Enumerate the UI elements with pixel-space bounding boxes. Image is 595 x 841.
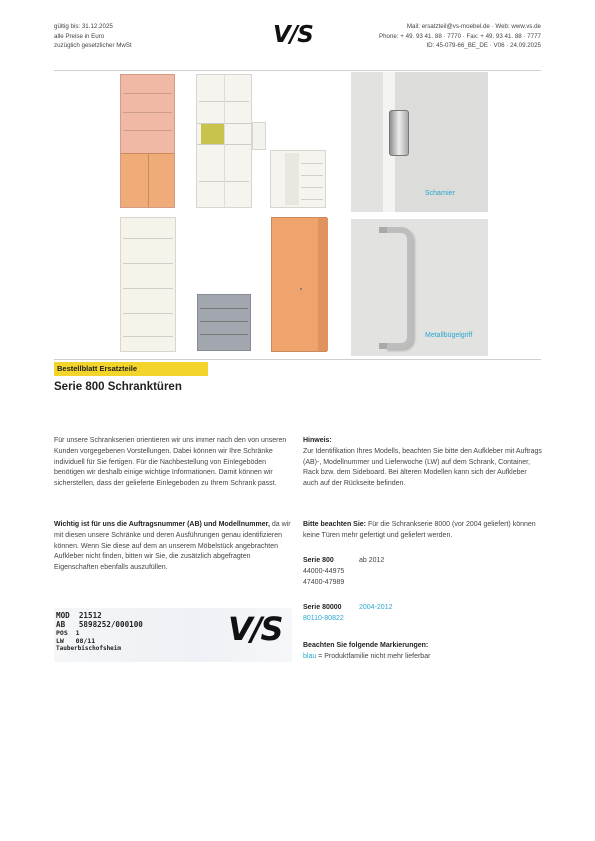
sticker-pos: POS 1 (56, 629, 80, 637)
cabinet-open-door (252, 122, 266, 150)
header-info-right (379, 22, 541, 51)
order-form-label (54, 362, 208, 376)
series-80000-block (303, 603, 543, 625)
markings-blue-word: blau (303, 652, 317, 660)
sticker-location: Tauberbischofsheim (56, 645, 122, 652)
validity-text: gültig bis: 31.12.2025 (54, 23, 113, 30)
model-sticker-image (54, 608, 292, 662)
hint-title: Hinweis: (303, 437, 332, 444)
series-80000-period: 2004-2012 (359, 604, 393, 611)
handle-caption: Metallbügelgriff (425, 332, 473, 339)
markings-text: = Produktfamilie nicht mehr lieferbar (316, 652, 431, 660)
currency-text: alle Preise in Euro (54, 32, 105, 40)
note-bold: Bitte beachten Sie: (303, 521, 367, 528)
markings-block (303, 641, 543, 663)
sticker-mod: MOD 21512 (56, 611, 102, 620)
hinge-icon (389, 110, 409, 156)
handle-icon (385, 227, 413, 349)
hint-text: Zur Identifikation Ihres Modells, beachten Sie bitte den Aufkleber mit Auftrags (AB)-, Modellnummer und Lieferwoche (LW) auf dem Schrank, Container, Rack bzw. dem Sideboard. Bei älteren Modellen kann sich der Aufkleber auch auf der Rückseite befinden. (303, 447, 542, 488)
header-divider (54, 70, 541, 71)
sticker-vs-logo: V/S (228, 610, 282, 648)
tax-text: zuzüglich gesetzlicher MwSt (54, 42, 132, 49)
series-800-range-2: 47400-47989 (303, 578, 345, 586)
hinge-photo (351, 72, 488, 212)
note-rest: Für die Schrankserie 8000 (vor 2004 geliefert) können keine Türen mehr gefertigt und geliefert werden. (303, 521, 536, 539)
cabinet-orange-shelf (120, 74, 175, 208)
document-id: ID: 45-079-66_BE_DE · V06 · 24.09.2025 (426, 42, 541, 49)
order-form-label-text: Bestellblatt Ersatzteile (57, 364, 138, 373)
sticker-lw: LW 08/11 (56, 637, 96, 645)
markings-title: Beachten Sie folgende Markierungen: (303, 642, 429, 649)
page-title: Serie 800 Schranktüren (54, 381, 182, 393)
important-rest: da wir mit diesen unsere Schränke und deren Ausführungen genau identifizieren können. Wenn Sie diese auf dem an unserem Möbelstück angebrachten Aufkleber nicht finden, bitten wir Sie, die zusätzlich abgefragten Eigenschaften ebenfalls auszufüllen. (54, 521, 291, 572)
important-paragraph (54, 520, 292, 574)
intro-paragraph: Für unsere Schrankserien orientieren wir uns immer nach den von unseren Kunden vorgegebenen Vorstellungen. Dabei können wir Ihre Schränke individuell für Sie fertigen. Für die Nachbestellung von Einlegeböden benötigen wir deshalb einige wichtige Informationen. Damit können wir sicherstellen, dass der gelieferte Einlegeboden zu Ihrem Schrank passt. (54, 437, 287, 488)
series-800-block (303, 556, 543, 588)
series-800-period: ab 2012 (359, 557, 385, 564)
cabinet-grey-drawers (197, 294, 251, 351)
important-bold: Wichtig ist für uns die Auftragsnummer (AB) und Modellnummer, (54, 521, 270, 528)
header-info-left (54, 22, 132, 51)
sticker-lines (56, 611, 143, 653)
series-800-range-1: 44000-44975 (303, 567, 345, 575)
sticker-ab: AB 5898252/000100 (56, 620, 143, 629)
contact-phone-fax: Phone: + 49. 93 41. 88 · 7770 · Fax: + 49. 93 41. 88 · 7777 (378, 32, 541, 40)
cabinet-white-lockers (196, 74, 252, 208)
hint-block (303, 436, 543, 490)
series-800-name: Serie 800 (303, 557, 334, 564)
cabinet-white-drawers (270, 150, 326, 208)
photos-divider (54, 359, 541, 360)
series-80000-name: Serie 80000 (303, 604, 342, 611)
note-block (303, 520, 543, 542)
cabinet-photo-top (117, 72, 347, 212)
contact-mail-web: Mail: ersatzteil@vs-moebel.de · Web: www.vs.de (406, 23, 541, 30)
hinge-caption: Scharnier (425, 190, 455, 197)
cabinet-white-shelf (120, 217, 176, 352)
cabinet-orange-tall (271, 217, 327, 352)
vs-logo: V/S (273, 22, 313, 48)
cabinet-photo-bottom (117, 216, 347, 356)
series-80000-range-1: 80110-80822 (303, 614, 344, 622)
